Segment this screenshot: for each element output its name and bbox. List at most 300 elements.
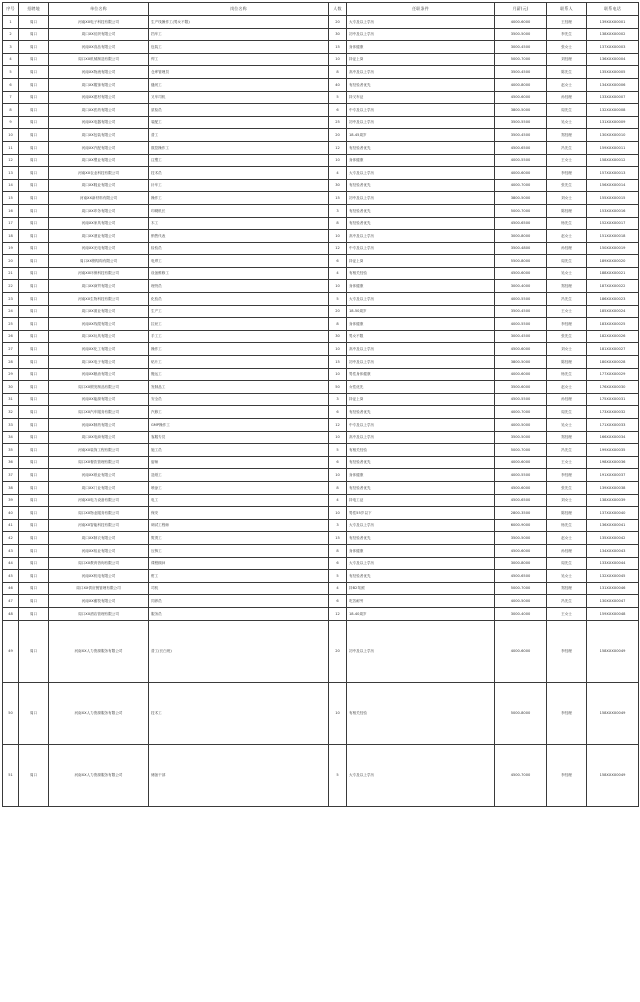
headcount-cell: 12 bbox=[329, 419, 347, 432]
job-title-cell: 调试工程师 bbox=[149, 519, 329, 532]
contact-phone-cell: 173XXXX0032 bbox=[587, 406, 639, 419]
company-name-cell: 周口XX制衣有限公司 bbox=[49, 532, 149, 545]
row-number-cell: 29 bbox=[3, 368, 19, 381]
row-number-cell: 12 bbox=[3, 154, 19, 167]
location-cell: 周口 bbox=[19, 16, 49, 29]
header-cell: 单位名称 bbox=[49, 3, 149, 16]
requirements-cell: 有经验者优先 bbox=[347, 456, 495, 469]
contact-phone-cell: 139XXXX0001 bbox=[587, 16, 639, 29]
job-title-cell: 造纸工 bbox=[149, 469, 329, 482]
row-number-cell: 41 bbox=[3, 519, 19, 532]
contact-phone-cell: 155XXXX0015 bbox=[587, 192, 639, 205]
company-name-cell: 周口XX汽车服务有限公司 bbox=[49, 406, 149, 419]
contact-person-cell: 杨先生 bbox=[547, 519, 587, 532]
contact-phone-cell: 158XXXX0049 bbox=[587, 682, 639, 744]
contact-person-cell: 吴女士 bbox=[547, 116, 587, 129]
salary-cell: 3800-5000 bbox=[495, 192, 547, 205]
salary-cell: 4500-6000 bbox=[495, 267, 547, 280]
contact-phone-cell: 136XXXX0004 bbox=[587, 53, 639, 66]
requirements-cell: 男女不限 bbox=[347, 330, 495, 343]
salary-cell: 4000-5500 bbox=[495, 318, 547, 331]
table-row bbox=[3, 280, 639, 293]
contact-person-cell: 郑经理 bbox=[547, 129, 587, 142]
requirements-cell: 身体健康 bbox=[347, 318, 495, 331]
company-name-cell: 河南XX环保科技有限公司 bbox=[49, 267, 149, 280]
contact-person-cell: 冯先生 bbox=[547, 141, 587, 154]
contact-person-cell: 张先生 bbox=[547, 330, 587, 343]
location-cell: 周口 bbox=[19, 116, 49, 129]
table-row bbox=[3, 393, 639, 406]
headcount-cell: 3 bbox=[329, 393, 347, 406]
location-cell: 周口 bbox=[19, 305, 49, 318]
headcount-cell: 20 bbox=[329, 305, 347, 318]
location-cell: 周口 bbox=[19, 620, 49, 682]
location-cell: 周口 bbox=[19, 544, 49, 557]
location-cell: 周口 bbox=[19, 66, 49, 79]
table-row bbox=[3, 192, 639, 205]
table-row bbox=[3, 141, 639, 154]
table-header-row bbox=[3, 3, 639, 16]
job-title-cell: 挡车工 bbox=[149, 28, 329, 41]
contact-person-cell: 周先生 bbox=[547, 406, 587, 419]
contact-person-cell: 王女士 bbox=[547, 154, 587, 167]
job-title-cell: 检验员 bbox=[149, 242, 329, 255]
salary-cell: 4000-5000 bbox=[495, 595, 547, 608]
headcount-cell: 10 bbox=[329, 431, 347, 444]
contact-person-cell: 孙经理 bbox=[547, 393, 587, 406]
contact-person-cell: 王女士 bbox=[547, 305, 587, 318]
requirements-cell: 持叉车证 bbox=[347, 91, 495, 104]
table-row bbox=[3, 557, 639, 570]
requirements-cell: 有经验者优先 bbox=[347, 217, 495, 230]
headcount-cell: 8 bbox=[329, 217, 347, 230]
job-title-cell: 厨师 bbox=[149, 456, 329, 469]
headcount-cell: 15 bbox=[329, 356, 347, 369]
location-cell: 周口 bbox=[19, 607, 49, 620]
contact-person-cell: 郑经理 bbox=[547, 280, 587, 293]
job-title-cell: 化验员 bbox=[149, 293, 329, 306]
salary-cell: 5000-7000 bbox=[495, 204, 547, 217]
contact-phone-cell: 136XXXX0041 bbox=[587, 519, 639, 532]
company-name-cell: 周口XX玩具有限公司 bbox=[49, 330, 149, 343]
job-title-cell: 喷涂工 bbox=[149, 481, 329, 494]
job-title-cell: 设备维修工 bbox=[149, 267, 329, 280]
headcount-cell: 15 bbox=[329, 192, 347, 205]
job-title-cell: 装配工 bbox=[149, 116, 329, 129]
contact-person-cell: 孙经理 bbox=[547, 544, 587, 557]
requirements-cell: 大专及以上学历 bbox=[347, 519, 495, 532]
table-row bbox=[3, 381, 639, 394]
salary-cell: 4500-6500 bbox=[495, 494, 547, 507]
location-cell: 周口 bbox=[19, 91, 49, 104]
table-row bbox=[3, 330, 639, 343]
row-number-cell: 45 bbox=[3, 570, 19, 583]
contact-person-cell: 郑经理 bbox=[547, 431, 587, 444]
salary-cell: 4500-6500 bbox=[495, 141, 547, 154]
location-cell: 周口 bbox=[19, 507, 49, 520]
job-title-cell: 生产线操作工(男女不限) bbox=[149, 16, 329, 29]
salary-cell: 3500-5000 bbox=[495, 431, 547, 444]
salary-cell: 3500-4500 bbox=[495, 305, 547, 318]
table-row bbox=[3, 53, 639, 66]
row-number-cell: 49 bbox=[3, 620, 19, 682]
requirements-cell: 身体健康 bbox=[347, 41, 495, 54]
table-row bbox=[3, 116, 639, 129]
location-cell: 周口 bbox=[19, 154, 49, 167]
row-number-cell: 38 bbox=[3, 481, 19, 494]
contact-phone-cell: 158XXXX0012 bbox=[587, 154, 639, 167]
company-name-cell: 周口XX电子有限公司 bbox=[49, 356, 149, 369]
salary-cell: 5000-8000 bbox=[495, 682, 547, 744]
row-number-cell: 10 bbox=[3, 129, 19, 142]
table-row bbox=[3, 419, 639, 432]
contact-phone-cell: 182XXXX0026 bbox=[587, 330, 639, 343]
salary-cell: 4000-5000 bbox=[495, 419, 547, 432]
row-number-cell: 24 bbox=[3, 305, 19, 318]
job-title-cell: 饲养员 bbox=[149, 595, 329, 608]
job-title-cell: 电焊工 bbox=[149, 255, 329, 268]
row-number-cell: 19 bbox=[3, 242, 19, 255]
company-name-cell: 河南XX化工有限公司 bbox=[49, 343, 149, 356]
headcount-cell: 30 bbox=[329, 28, 347, 41]
contact-phone-cell: 171XXXX0033 bbox=[587, 419, 639, 432]
job-title-cell: 操作工 bbox=[149, 192, 329, 205]
table-row bbox=[3, 129, 639, 142]
headcount-cell: 12 bbox=[329, 141, 347, 154]
job-title-cell: 数控操作工 bbox=[149, 141, 329, 154]
contact-phone-cell: 132XXXX0045 bbox=[587, 570, 639, 583]
headcount-cell: 20 bbox=[329, 620, 347, 682]
company-name-cell: 周口XX供应链管理有限公司 bbox=[49, 582, 149, 595]
requirements-cell: 大专及以上学历 bbox=[347, 167, 495, 180]
headcount-cell: 10 bbox=[329, 469, 347, 482]
requirements-cell: 初中及以上学历 bbox=[347, 28, 495, 41]
contact-person-cell: 杨先生 bbox=[547, 368, 587, 381]
salary-cell: 5000-7000 bbox=[495, 53, 547, 66]
table-row bbox=[3, 406, 639, 419]
contact-person-cell: 李经理 bbox=[547, 318, 587, 331]
row-number-cell: 15 bbox=[3, 192, 19, 205]
location-cell: 周口 bbox=[19, 230, 49, 243]
headcount-cell: 20 bbox=[329, 129, 347, 142]
headcount-cell: 10 bbox=[329, 368, 347, 381]
contact-person-cell: 李经理 bbox=[547, 620, 587, 682]
company-name-cell: 河南XX智能科技有限公司 bbox=[49, 519, 149, 532]
headcount-cell: 6 bbox=[329, 456, 347, 469]
location-cell: 周口 bbox=[19, 356, 49, 369]
contact-person-cell: 张先生 bbox=[547, 179, 587, 192]
company-name-cell: 河南XX电器有限公司 bbox=[49, 116, 149, 129]
job-title-cell: 技术员 bbox=[149, 167, 329, 180]
location-cell: 周口 bbox=[19, 53, 49, 66]
requirements-cell: 大专及以上学历 bbox=[347, 293, 495, 306]
row-number-cell: 48 bbox=[3, 607, 19, 620]
headcount-cell: 15 bbox=[329, 41, 347, 54]
contact-phone-cell: 187XXXX0022 bbox=[587, 280, 639, 293]
headcount-cell: 10 bbox=[329, 682, 347, 744]
contact-phone-cell: 133XXXX0044 bbox=[587, 557, 639, 570]
requirements-cell: 初中及以上学历 bbox=[347, 192, 495, 205]
headcount-cell: 25 bbox=[329, 116, 347, 129]
job-title-cell: 印刷机长 bbox=[149, 204, 329, 217]
contact-person-cell: 郑经理 bbox=[547, 582, 587, 595]
location-cell: 周口 bbox=[19, 280, 49, 293]
headcount-cell: 4 bbox=[329, 494, 347, 507]
company-name-cell: 河南XX线缆有限公司 bbox=[49, 318, 149, 331]
job-title-cell: 贴片工 bbox=[149, 356, 329, 369]
row-number-cell: 32 bbox=[3, 406, 19, 419]
table-row bbox=[3, 481, 639, 494]
row-number-cell: 14 bbox=[3, 179, 19, 192]
contact-person-cell: 刘女士 bbox=[547, 343, 587, 356]
contact-person-cell: 李经理 bbox=[547, 469, 587, 482]
requirements-cell: 有相关经验 bbox=[347, 682, 495, 744]
contact-phone-cell: 158XXXX0049 bbox=[587, 620, 639, 682]
location-cell: 周口 bbox=[19, 393, 49, 406]
contact-phone-cell: 150XXXX0019 bbox=[587, 242, 639, 255]
requirements-cell: 初中及以上学历 bbox=[347, 356, 495, 369]
table-row bbox=[3, 255, 639, 268]
requirements-cell: 中专及以上学历 bbox=[347, 104, 495, 117]
row-number-cell: 40 bbox=[3, 507, 19, 520]
table-row bbox=[3, 620, 639, 682]
contact-phone-cell: 180XXXX0028 bbox=[587, 356, 639, 369]
location-cell: 周口 bbox=[19, 431, 49, 444]
company-name-cell: 周口XX面业有限公司 bbox=[49, 305, 149, 318]
location-cell: 周口 bbox=[19, 519, 49, 532]
contact-person-cell: 赵女士 bbox=[547, 78, 587, 91]
salary-cell: 4000-6000 bbox=[495, 368, 547, 381]
table-row bbox=[3, 607, 639, 620]
location-cell: 周口 bbox=[19, 419, 49, 432]
headcount-cell: 8 bbox=[329, 544, 347, 557]
contact-phone-cell: 138XXXX0039 bbox=[587, 494, 639, 507]
requirements-cell: 中专及以上学历 bbox=[347, 242, 495, 255]
location-cell: 周口 bbox=[19, 192, 49, 205]
job-title-cell: 司机 bbox=[149, 582, 329, 595]
company-name-cell: 周口XX塑业有限公司 bbox=[49, 154, 149, 167]
company-name-cell: 河南XX人力资源服务有限公司 bbox=[49, 682, 149, 744]
contact-phone-cell: 130XXXX0010 bbox=[587, 129, 639, 142]
company-name-cell: 河南XX物流有限公司 bbox=[49, 66, 149, 79]
requirements-cell: 有经验者优先 bbox=[347, 481, 495, 494]
company-name-cell: 河南XX制药有限公司 bbox=[49, 419, 149, 432]
contact-phone-cell: 191XXXX0037 bbox=[587, 469, 639, 482]
job-title-cell: 压铸工 bbox=[149, 544, 329, 557]
headcount-cell: 30 bbox=[329, 179, 347, 192]
job-title-cell: 储备干部 bbox=[149, 744, 329, 806]
salary-cell: 4500-6500 bbox=[495, 217, 547, 230]
salary-cell: 5000-7000 bbox=[495, 582, 547, 595]
company-name-cell: 河南XX农业科技有限公司 bbox=[49, 167, 149, 180]
requirements-cell: 持证上岗 bbox=[347, 53, 495, 66]
company-name-cell: 河南XX电子科技有限公司 bbox=[49, 16, 149, 29]
requirements-cell: 吃苦耐劳 bbox=[347, 595, 495, 608]
requirements-cell: 18-45周岁 bbox=[347, 129, 495, 142]
contact-person-cell: 陈经理 bbox=[547, 356, 587, 369]
location-cell: 周口 bbox=[19, 744, 49, 806]
table-row bbox=[3, 179, 639, 192]
headcount-cell: 4 bbox=[329, 267, 347, 280]
header-cell: 联系人 bbox=[547, 3, 587, 16]
headcount-cell: 10 bbox=[329, 53, 347, 66]
company-name-cell: 周口XX纺织有限公司 bbox=[49, 28, 149, 41]
company-name-cell: 河南XX汽配有限公司 bbox=[49, 141, 149, 154]
headcount-cell: 5 bbox=[329, 744, 347, 806]
headcount-cell: 5 bbox=[329, 444, 347, 457]
row-number-cell: 16 bbox=[3, 204, 19, 217]
job-title-cell: 普工(长白班) bbox=[149, 620, 329, 682]
headcount-cell: 3 bbox=[329, 519, 347, 532]
table-row bbox=[3, 444, 639, 457]
location-cell: 周口 bbox=[19, 368, 49, 381]
contact-phone-cell: 199XXXX0035 bbox=[587, 444, 639, 457]
table-row bbox=[3, 544, 639, 557]
contact-person-cell: 张先生 bbox=[547, 481, 587, 494]
company-name-cell: 河南XX机电有限公司 bbox=[49, 570, 149, 583]
job-title-cell: 缝纫工 bbox=[149, 78, 329, 91]
headcount-cell: 5 bbox=[329, 293, 347, 306]
row-number-cell: 20 bbox=[3, 255, 19, 268]
headcount-cell: 10 bbox=[329, 343, 347, 356]
job-title-cell: 钳工 bbox=[149, 570, 329, 583]
contact-phone-cell: 158XXXX0049 bbox=[587, 744, 639, 806]
job-title-cell: 普工 bbox=[149, 129, 329, 142]
job-title-cell: 保安 bbox=[149, 507, 329, 520]
salary-cell: 4000-6000 bbox=[495, 620, 547, 682]
headcount-cell: 10 bbox=[329, 280, 347, 293]
job-title-cell: 木工 bbox=[149, 217, 329, 230]
contact-phone-cell: 135XXXX0005 bbox=[587, 66, 639, 79]
row-number-cell: 26 bbox=[3, 330, 19, 343]
headcount-cell: 6 bbox=[329, 595, 347, 608]
job-title-cell: 汽修工 bbox=[149, 406, 329, 419]
contact-person-cell: 赵女士 bbox=[547, 230, 587, 243]
job-title-cell: 课程顾问 bbox=[149, 557, 329, 570]
salary-cell: 4000-8000 bbox=[495, 78, 547, 91]
contact-person-cell: 王女士 bbox=[547, 607, 587, 620]
location-cell: 周口 bbox=[19, 293, 49, 306]
row-number-cell: 30 bbox=[3, 381, 19, 394]
requirements-cell: 有经验者优先 bbox=[347, 141, 495, 154]
contact-person-cell: 李经理 bbox=[547, 167, 587, 180]
requirements-cell: 高中及以上学历 bbox=[347, 343, 495, 356]
table-row bbox=[3, 41, 639, 54]
row-number-cell: 9 bbox=[3, 116, 19, 129]
headcount-cell: 5 bbox=[329, 91, 347, 104]
salary-cell: 3000-4500 bbox=[495, 330, 547, 343]
row-number-cell: 28 bbox=[3, 356, 19, 369]
contact-person-cell: 王女士 bbox=[547, 456, 587, 469]
table-row bbox=[3, 682, 639, 744]
table-row bbox=[3, 570, 639, 583]
table-row bbox=[3, 368, 639, 381]
job-title-cell: 焊工 bbox=[149, 53, 329, 66]
headcount-cell: 15 bbox=[329, 532, 347, 545]
contact-person-cell: 周先生 bbox=[547, 557, 587, 570]
table-row bbox=[3, 595, 639, 608]
table-row bbox=[3, 456, 639, 469]
location-cell: 周口 bbox=[19, 481, 49, 494]
contact-phone-cell: 185XXXX0024 bbox=[587, 305, 639, 318]
location-cell: 周口 bbox=[19, 532, 49, 545]
row-number-cell: 34 bbox=[3, 431, 19, 444]
requirements-cell: 有相关经验 bbox=[347, 267, 495, 280]
requirements-cell: 有经验者优先 bbox=[347, 179, 495, 192]
job-title-cell: 手工工 bbox=[149, 330, 329, 343]
job-title-cell: 拉丝工 bbox=[149, 318, 329, 331]
contact-person-cell: 周先生 bbox=[547, 104, 587, 117]
company-name-cell: 周口XX服饰有限公司 bbox=[49, 78, 149, 91]
salary-cell: 3800-5000 bbox=[495, 356, 547, 369]
row-number-cell: 27 bbox=[3, 343, 19, 356]
requirements-cell: 身体健康 bbox=[347, 154, 495, 167]
contact-person-cell: 杨先生 bbox=[547, 217, 587, 230]
headcount-cell: 50 bbox=[329, 381, 347, 394]
row-number-cell: 35 bbox=[3, 444, 19, 457]
contact-phone-cell: 137XXXX0040 bbox=[587, 507, 639, 520]
row-number-cell: 44 bbox=[3, 557, 19, 570]
contact-person-cell: 周先生 bbox=[547, 255, 587, 268]
requirements-cell: 持电工证 bbox=[347, 494, 495, 507]
location-cell: 周口 bbox=[19, 343, 49, 356]
job-title-cell: 技术工 bbox=[149, 682, 329, 744]
company-name-cell: 河南XX家具有限公司 bbox=[49, 217, 149, 230]
headcount-cell: 8 bbox=[329, 481, 347, 494]
table-row bbox=[3, 507, 639, 520]
header-cell: 月薪(元) bbox=[495, 3, 547, 16]
row-number-cell: 17 bbox=[3, 217, 19, 230]
headcount-cell: 8 bbox=[329, 318, 347, 331]
company-name-cell: 河南XX生物科技有限公司 bbox=[49, 293, 149, 306]
headcount-cell: 12 bbox=[329, 607, 347, 620]
row-number-cell: 13 bbox=[3, 167, 19, 180]
requirements-cell: 持B2驾照 bbox=[347, 582, 495, 595]
requirements-cell: 初中及以上学历 bbox=[347, 620, 495, 682]
table-row bbox=[3, 494, 639, 507]
headcount-cell: 20 bbox=[329, 16, 347, 29]
contact-phone-cell: 131XXXX0046 bbox=[587, 582, 639, 595]
location-cell: 周口 bbox=[19, 582, 49, 595]
location-cell: 周口 bbox=[19, 682, 49, 744]
row-number-cell: 36 bbox=[3, 456, 19, 469]
location-cell: 周口 bbox=[19, 78, 49, 91]
salary-cell: 4500-6000 bbox=[495, 544, 547, 557]
salary-cell: 3000-8000 bbox=[495, 557, 547, 570]
requirements-cell: 大专及以上学历 bbox=[347, 16, 495, 29]
table-body bbox=[3, 16, 639, 807]
table-row bbox=[3, 305, 639, 318]
table-row bbox=[3, 28, 639, 41]
salary-cell: 4000-6000 bbox=[495, 167, 547, 180]
header-cell: 任职条件 bbox=[347, 3, 495, 16]
row-number-cell: 39 bbox=[3, 494, 19, 507]
requirements-cell: 身体健康 bbox=[347, 280, 495, 293]
job-title-cell: 电工 bbox=[149, 494, 329, 507]
row-number-cell: 8 bbox=[3, 104, 19, 117]
row-number-cell: 6 bbox=[3, 78, 19, 91]
requirements-cell: 初中及以上学历 bbox=[347, 116, 495, 129]
salary-cell: 4500-6500 bbox=[495, 570, 547, 583]
contact-phone-cell: 135XXXX0042 bbox=[587, 532, 639, 545]
job-title-cell: 客服专员 bbox=[149, 431, 329, 444]
location-cell: 周口 bbox=[19, 570, 49, 583]
requirements-cell: 有相关经验 bbox=[347, 444, 495, 457]
row-number-cell: 46 bbox=[3, 582, 19, 595]
contact-person-cell: 冯先生 bbox=[547, 595, 587, 608]
salary-cell: 3000-8000 bbox=[495, 230, 547, 243]
location-cell: 周口 bbox=[19, 255, 49, 268]
